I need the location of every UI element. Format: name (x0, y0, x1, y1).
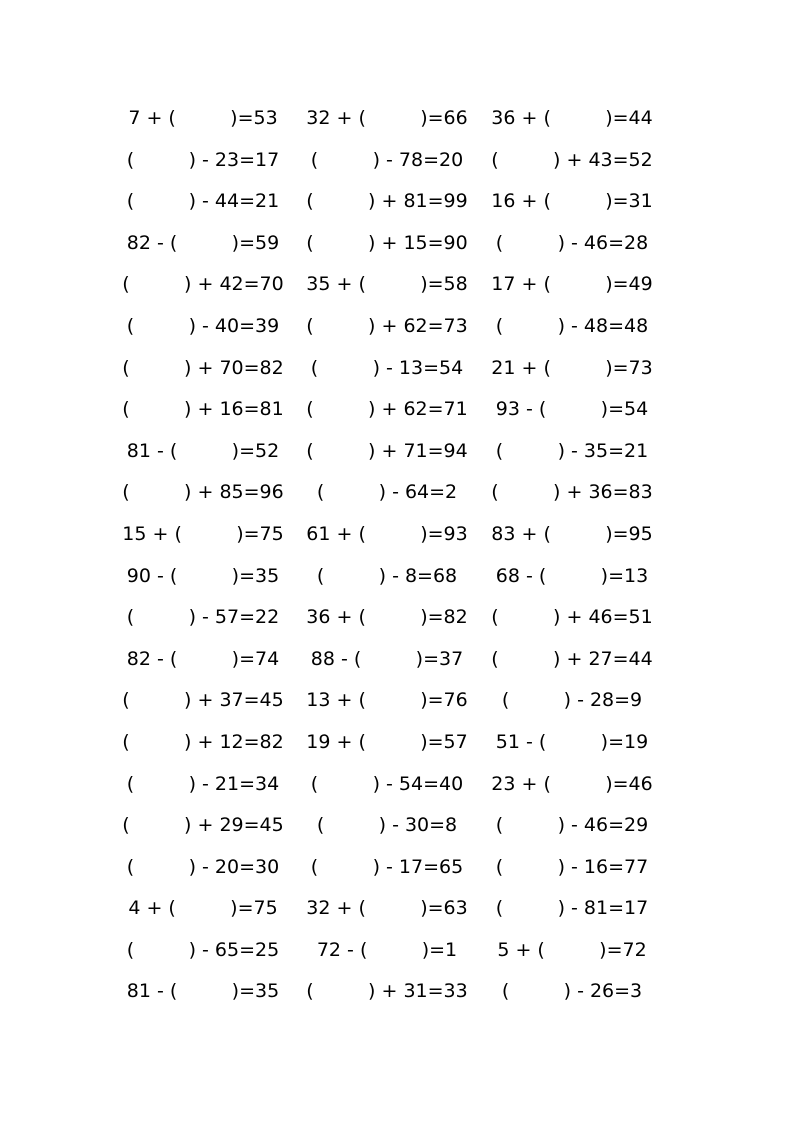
equation-text: 4 + ( )=75 (128, 897, 278, 920)
problem-row (0, 264, 794, 306)
equation-text: ( ) - 35=21 (495, 439, 649, 462)
equation-text: ( ) - 21=34 (126, 772, 280, 795)
equation-text: 72 - ( )=1 (316, 938, 458, 961)
equation-text: ( ) + 29=45 (122, 814, 284, 837)
equation-text: ( ) + 15=90 (306, 231, 468, 254)
equation-text: ( ) - 28=9 (501, 689, 643, 712)
equation-text: 81 - ( )=52 (126, 439, 280, 462)
problem-row (0, 722, 794, 764)
equation-text: ( ) + 81=99 (306, 190, 468, 213)
equation-text: 35 + ( )=58 (306, 273, 468, 296)
equation-text: ( ) + 37=45 (122, 689, 284, 712)
equation-text: ( ) + 36=83 (491, 481, 653, 504)
problem-row (0, 514, 794, 556)
equation-text: 88 - ( )=37 (310, 647, 464, 670)
problem-row (0, 181, 794, 223)
equation-text: ( ) + 46=51 (491, 606, 653, 629)
equation-text: 36 + ( )=44 (491, 107, 653, 129)
equation-text: ( ) + 42=70 (122, 273, 284, 296)
equation-text: 61 + ( )=93 (306, 522, 468, 545)
equation-text: ( ) + 16=81 (122, 398, 284, 421)
equation-text: 68 - ( )=13 (495, 564, 649, 587)
problem-row (0, 223, 794, 265)
equation-text: 36 + ( )=82 (306, 606, 468, 629)
equation-text: 83 + ( )=95 (491, 522, 653, 545)
equation-text: ( ) - 17=65 (310, 855, 464, 878)
equation-text: ( ) + 62=73 (306, 314, 468, 337)
equation-text: 5 + ( )=72 (497, 938, 647, 961)
equation-text: 51 - ( )=19 (495, 730, 649, 753)
equation-text: 32 + ( )=63 (306, 897, 468, 920)
problem-row (0, 140, 794, 182)
problem-row (0, 556, 794, 598)
equation-text: 82 - ( )=59 (126, 231, 280, 254)
equation-text: ( ) - 16=77 (495, 855, 649, 878)
equation-text: ( ) + 62=71 (306, 398, 468, 421)
problem-row (0, 389, 794, 431)
equation-text: 32 + ( )=66 (306, 107, 468, 129)
problem-row (0, 472, 794, 514)
equation-text: 81 - ( )=35 (126, 980, 280, 1003)
equation-text: 15 + ( )=75 (122, 522, 284, 545)
equation-text: ( ) - 8=68 (316, 564, 458, 587)
equation-text: ( ) - 81=17 (495, 897, 649, 920)
equation-text: 16 + ( )=31 (491, 190, 653, 213)
equation-text: ( ) - 40=39 (126, 314, 280, 337)
equation-text: ( ) - 26=3 (501, 980, 643, 1003)
equation-text: 7 + ( )=53 (128, 107, 278, 129)
equation-text: ( ) - 46=29 (495, 814, 649, 837)
equation-text: ( ) - 64=2 (316, 481, 458, 504)
equation-text: ( ) - 46=28 (495, 231, 649, 254)
equation-text: ( ) + 31=33 (306, 980, 468, 1003)
problem-row (0, 847, 794, 889)
equation-text: ( ) - 23=17 (126, 148, 280, 171)
equation-text: ( ) - 20=30 (126, 855, 280, 878)
problem-row (0, 348, 794, 390)
problem-row (0, 306, 794, 348)
problem-row (0, 98, 794, 140)
equation-text: ( ) + 12=82 (122, 730, 284, 753)
problem-row (0, 805, 794, 847)
equation-text: ( ) - 78=20 (310, 148, 464, 171)
problem-row (0, 764, 794, 806)
problem-row (0, 680, 794, 722)
equation-text: 90 - ( )=35 (126, 564, 280, 587)
equation-text: ( ) - 13=54 (310, 356, 464, 379)
problem-row (0, 639, 794, 681)
equation-text: ( ) - 30=8 (316, 814, 458, 837)
equation-text: 21 + ( )=73 (491, 356, 653, 379)
equation-text: ( ) + 27=44 (491, 647, 653, 670)
equation-text: ( ) + 85=96 (122, 481, 284, 504)
problem-grid (0, 98, 794, 1013)
equation-text: ( ) - 44=21 (126, 190, 280, 213)
equation-text: 13 + ( )=76 (306, 689, 468, 712)
problem-row (0, 597, 794, 639)
equation-text: ( ) + 70=82 (122, 356, 284, 379)
equation-text: 23 + ( )=46 (491, 772, 653, 795)
equation-text: ( ) - 57=22 (126, 606, 280, 629)
equation-text: 19 + ( )=57 (306, 730, 468, 753)
problem-row (0, 431, 794, 473)
equation-text: ( ) - 54=40 (310, 772, 464, 795)
equation-text: ( ) + 43=52 (491, 148, 653, 171)
problem-row (0, 930, 794, 972)
equation-text: ( ) - 48=48 (495, 314, 649, 337)
equation-text: ( ) - 65=25 (126, 938, 280, 961)
problem-row (0, 888, 794, 930)
problem-row (0, 971, 794, 1013)
equation-text: 17 + ( )=49 (491, 273, 653, 296)
equation-text: 82 - ( )=74 (126, 647, 280, 670)
equation-text: 93 - ( )=54 (495, 398, 649, 421)
equation-text: ( ) + 71=94 (306, 439, 468, 462)
